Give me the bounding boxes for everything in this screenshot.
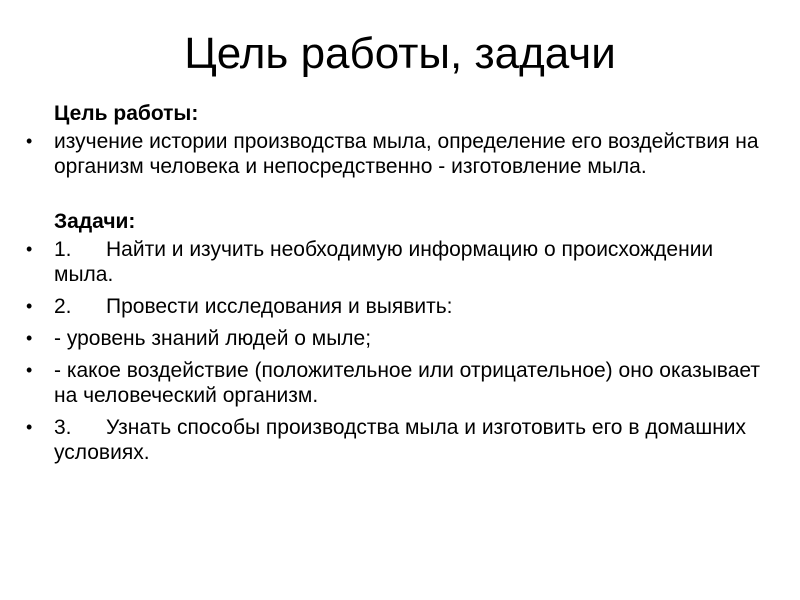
task-number: 3. bbox=[54, 416, 72, 439]
bullet-icon: • bbox=[26, 328, 33, 348]
bullet-icon: • bbox=[26, 417, 33, 437]
tasks-heading: Задачи: bbox=[54, 210, 136, 233]
task-number: 1. bbox=[54, 238, 72, 261]
task-item bbox=[0, 358, 760, 408]
bullet-icon: • bbox=[26, 296, 33, 316]
task-text: - уровень знаний людей о мыле; bbox=[54, 327, 372, 350]
task-text: Провести исследования и выявить: bbox=[106, 295, 453, 318]
task-text: - какое воздействие (положительное или отрицательное) оно оказывает на человеческий организм. bbox=[54, 359, 760, 407]
task-number: 2. bbox=[54, 295, 72, 318]
task-item bbox=[0, 326, 760, 351]
task-item bbox=[0, 415, 760, 465]
goal-item-text: изучение истории производства мыла, определение его воздействия на организм человека и непосредственно - изготовление мыла. bbox=[54, 130, 759, 178]
slide-content bbox=[0, 98, 760, 472]
bullet-icon: • bbox=[26, 239, 33, 259]
goal-item bbox=[0, 129, 760, 179]
slide-title: Цель работы, задачи bbox=[184, 29, 616, 78]
task-text: Узнать способы производства мыла и изготовить его в домашних условиях. bbox=[54, 416, 747, 464]
goal-heading: Цель работы: bbox=[54, 102, 199, 125]
task-text: Найти и изучить необходимую информацию о происхождении мыла. bbox=[54, 238, 714, 286]
bullet-icon: • bbox=[26, 131, 33, 151]
task-item bbox=[0, 237, 760, 287]
bullet-icon: • bbox=[26, 360, 33, 380]
task-item bbox=[0, 294, 760, 319]
